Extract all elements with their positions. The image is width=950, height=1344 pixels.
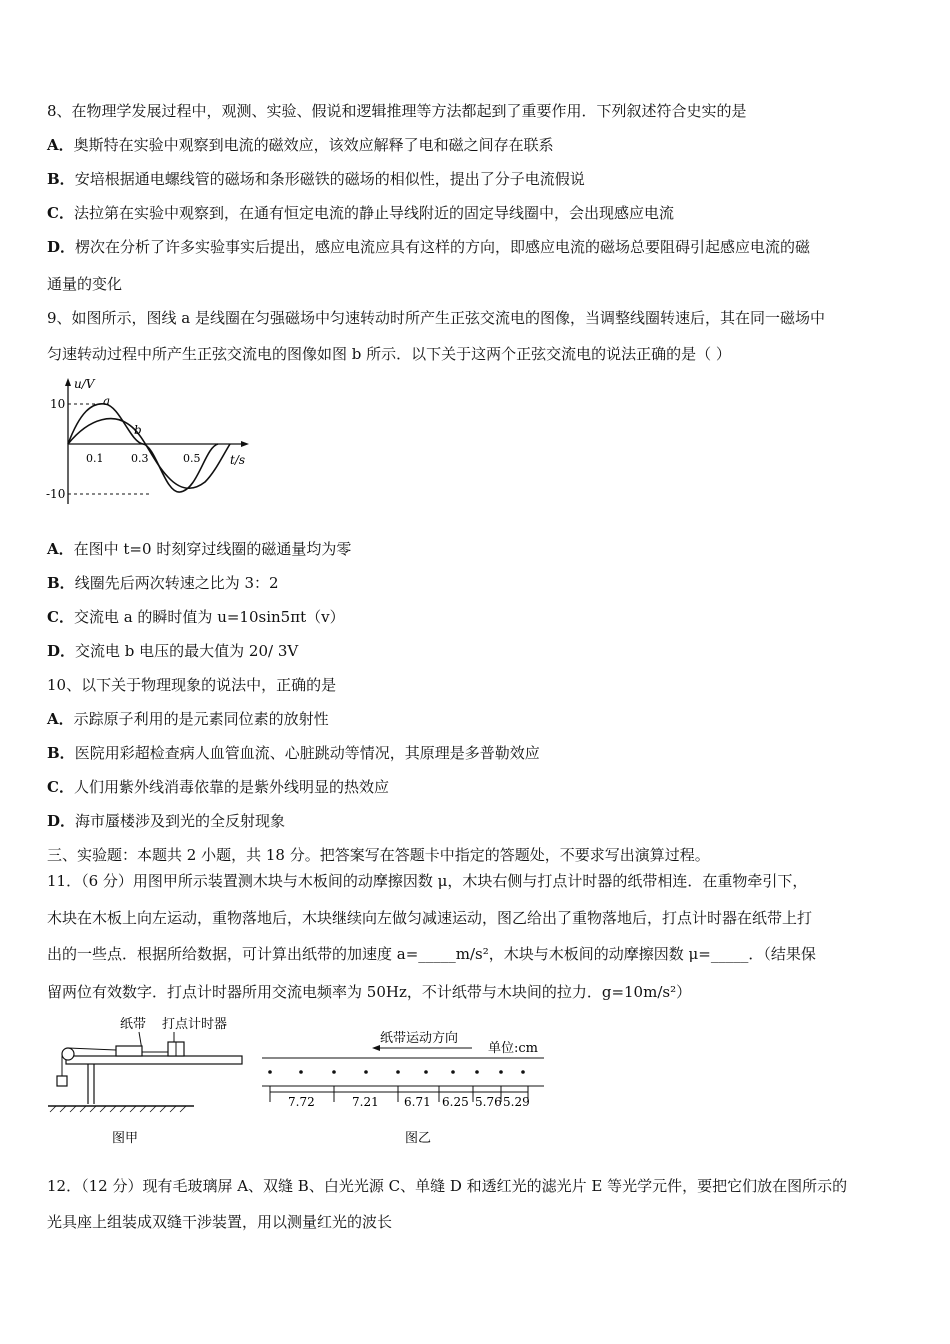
q8-stem: 8、在物理学发展过程中，观测、实验、假说和逻辑推理等方法都起到了重要作用．下列叙述符合史实的是 xyxy=(47,102,747,120)
tick-y-top: 10 xyxy=(50,397,66,411)
q8-option-b xyxy=(47,169,585,189)
q9-graph xyxy=(40,372,260,512)
q9-option-a xyxy=(47,539,351,559)
tick-x-0.5: 0.5 xyxy=(183,452,201,465)
unit-label: 单位:cm xyxy=(488,1041,538,1056)
direction-label: 纸带运动方向 xyxy=(380,1031,459,1046)
option-text: 示踪原子利用的是元素同位素的放射性 xyxy=(73,710,329,728)
segment-4: 6.25 xyxy=(442,1095,469,1109)
segment-2: 7.21 xyxy=(352,1095,379,1109)
q12-line2: 光具座上组装成双缝干涉装置，用以测量红光的波长 xyxy=(47,1213,393,1231)
x-axis-arrow xyxy=(241,441,249,447)
option-letter: D． xyxy=(47,812,76,830)
option-text: 线圈先后两次转速之比为 3：2 xyxy=(74,574,279,592)
q11-line4: 留两位有效数字．打点计时器所用交流电频率为 50Hz，不计纸带与木块间的拉力．g=10m/s²） xyxy=(47,983,692,1001)
q12-line1: 12．（12 分）现有毛玻璃屏 A、双缝 B、白光光源 C、单缝 D 和透红光的滤光片 E 等光学元件，要把它们放在图所示的 xyxy=(47,1177,848,1195)
option-text: 在图中 t=0 时刻穿过线圈的磁通量均为零 xyxy=(73,540,352,558)
q10-stem: 10、以下关于物理现象的说法中，正确的是 xyxy=(47,676,337,694)
y-axis-label: u/V xyxy=(74,377,95,391)
q10-option-a xyxy=(47,709,329,729)
label-timer: 打点计时器 xyxy=(162,1017,228,1032)
option-letter: A． xyxy=(47,136,74,154)
tick-y-bottom: -10 xyxy=(46,487,66,501)
pulley xyxy=(62,1048,74,1060)
label-tape: 纸带 xyxy=(120,1017,147,1032)
q9-option-c xyxy=(47,607,345,627)
option-letter: B． xyxy=(47,170,75,188)
q9-option-d xyxy=(47,641,298,661)
q11-line1: 11．（6 分）用图甲所示装置测木块与木板间的动摩擦因数 μ，木块右侧与打点计时器的纸带相连．在重物牵引下， xyxy=(47,872,808,890)
option-text: 楞次在分析了许多实验事实后提出，感应电流应具有这样的方向，即感应电流的磁场总要阻碍引起感应电流的磁 xyxy=(75,238,811,256)
x-axis-label: t/s xyxy=(230,453,246,467)
option-letter: C． xyxy=(47,204,74,222)
option-text: 交流电 b 电压的最大值为 20/ 3V xyxy=(75,642,299,660)
q9-option-b xyxy=(47,573,279,593)
option-letter: A． xyxy=(47,710,74,728)
tape-dots xyxy=(268,1070,525,1074)
q9-stem-line2: 匀速转动过程中所产生正弦交流电的图像如图 b 所示．以下关于这两个正弦交流电的说法正确的是（ ） xyxy=(47,345,731,363)
tick-x-0.1: 0.1 xyxy=(86,452,104,465)
q9-stem-line1: 9、如图所示，图线 a 是线圈在匀强磁场中匀速转动时所产生正弦交流电的图像，当调整线圈转速后，其在同一磁场中 xyxy=(47,309,826,327)
segment-3: 6.71 xyxy=(404,1095,431,1109)
hanging-weight xyxy=(57,1076,67,1086)
fig-jia xyxy=(44,1012,254,1152)
option-letter: B． xyxy=(47,574,75,592)
direction-arrow-head xyxy=(372,1045,380,1051)
option-letter: A． xyxy=(47,540,74,558)
option-text: 海市蜃楼涉及到光的全反射现象 xyxy=(75,812,286,830)
option-letter: D． xyxy=(47,238,76,256)
q8-option-d-cont: 通量的变化 xyxy=(47,275,123,293)
option-text: 人们用紫外线消毒依靠的是紫外线明显的热效应 xyxy=(73,778,389,796)
q8-option-c xyxy=(47,203,674,223)
ground-hatch xyxy=(50,1106,186,1112)
option-letter: B． xyxy=(47,744,75,762)
wood-block xyxy=(116,1046,142,1056)
q11-line2: 木块在木板上向左运动，重物落地后，木块继续向左做匀减速运动，图乙给出了重物落地后，打点计时器在纸带上打 xyxy=(47,909,813,927)
q11-line3: 出的一些点．根据所给数据，可计算出纸带的加速度 a=_____m/s²，木块与木板间的动摩擦因数 μ=_____．（结果保 xyxy=(47,945,816,963)
option-letter: C． xyxy=(47,778,74,796)
curve-b-label: b xyxy=(134,423,142,437)
caption-jia: 图甲 xyxy=(112,1131,139,1146)
option-letter: C． xyxy=(47,608,74,626)
tick-x-0.3: 0.3 xyxy=(131,452,149,465)
q8-option-d xyxy=(47,237,810,257)
y-axis-arrow xyxy=(65,378,71,386)
curve-a-label: a xyxy=(103,394,111,408)
option-text: 安培根据通电螺线管的磁场和条形磁铁的磁场的相似性，提出了分子电流假说 xyxy=(74,170,585,188)
q10-option-b xyxy=(47,743,540,763)
segment-6: 5.29 xyxy=(503,1095,530,1109)
option-text: 医院用彩超检查病人血管血流、心脏跳动等情况，其原理是多普勒效应 xyxy=(74,744,540,762)
option-text: 交流电 a 的瞬时值为 u=10sin5πt（v） xyxy=(73,608,345,626)
curve-a xyxy=(68,404,218,492)
option-letter: D． xyxy=(47,642,76,660)
option-text: 奥斯特在实验中观察到电流的磁效应，该效应解释了电和磁之间存在联系 xyxy=(73,136,554,154)
segment-5: 5.76 xyxy=(475,1095,502,1109)
section3-heading: 三、实验题：本题共 2 小题，共 18 分。把答案写在答题卡中指定的答题处，不要求写出演算过程。 xyxy=(47,846,710,864)
q10-option-d xyxy=(47,811,285,831)
caption-yi: 图乙 xyxy=(405,1131,432,1146)
string xyxy=(68,1048,116,1050)
q8-option-a xyxy=(47,135,554,155)
segment-1: 7.72 xyxy=(288,1095,315,1109)
option-text: 法拉第在实验中观察到，在通有恒定电流的静止导线附近的固定导线圈中，会出现感应电流 xyxy=(73,204,674,222)
q10-option-c xyxy=(47,777,389,797)
fig-yi xyxy=(258,1022,548,1152)
board xyxy=(66,1056,242,1064)
